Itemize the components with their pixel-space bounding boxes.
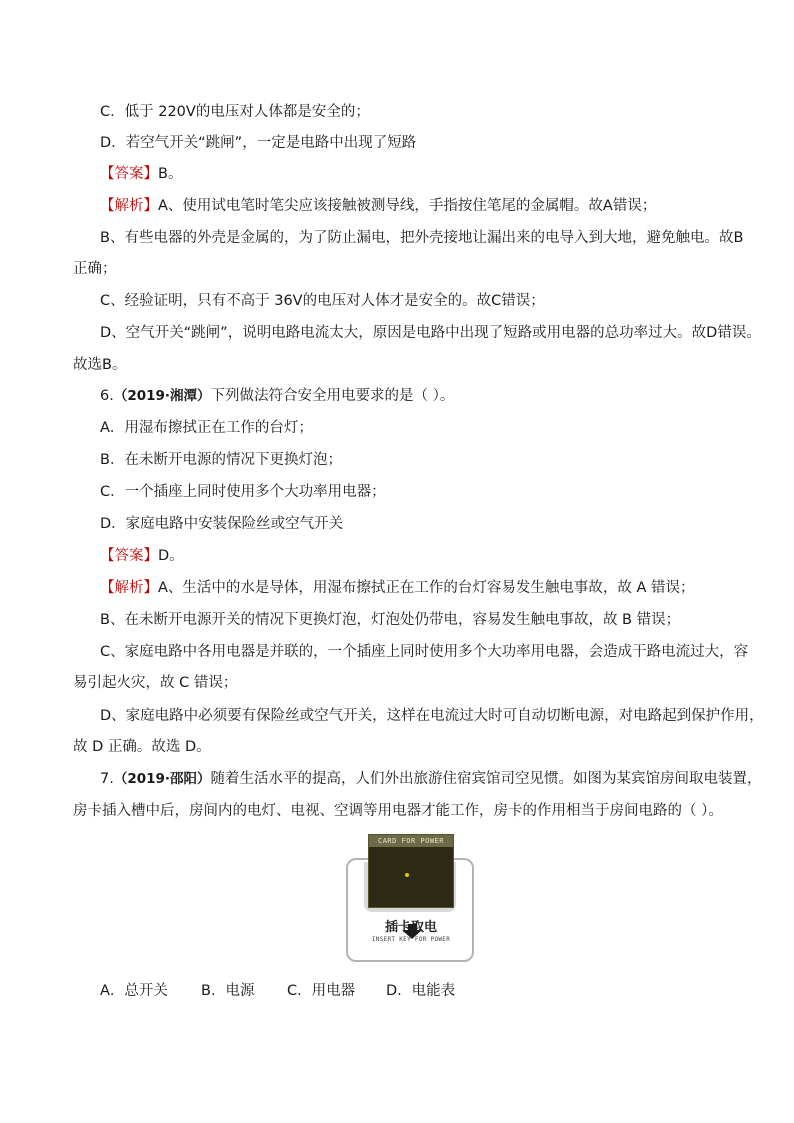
q5-analysis-b-cont: 正确；	[73, 261, 117, 277]
q5-conclusion: 故选B。	[73, 357, 127, 373]
q7-options	[100, 981, 760, 1001]
q6-analysis-d: D、家庭电路中必须要有保险丝或空气开关，这样在电流过大时可自动切断电源，对电路起到保护作用，	[100, 708, 764, 724]
question-text: 随着生活水平的提高，人们外出旅游住宿宾馆司空见惯。如图为某宾馆房间取电装置，	[210, 771, 762, 787]
question-number: 7.	[100, 771, 114, 787]
q6-option-d: D．家庭电路中安装保险丝或空气开关	[100, 516, 344, 532]
room-key-card	[368, 834, 454, 908]
q6-option-a: A．用湿布擦拭正在工作的台灯；	[100, 420, 313, 436]
figure-sublabel: INSERT KEY FOR POWER	[371, 936, 451, 943]
q5-analysis-d: D、空气开关“跳闸”，说明电路电流太大，原因是电路中出现了短路或用电器的总功率过大。故D错误。	[100, 325, 761, 341]
figure-label: 插卡取电	[384, 920, 437, 935]
q7-stem	[100, 769, 760, 789]
q6-analysis-c-cont: 易引起火灾，故 C 错误；	[73, 675, 238, 691]
q7-option-b: B．电源	[201, 983, 255, 999]
q5-analysis-a	[100, 196, 760, 216]
q6-stem	[100, 386, 760, 406]
q6-analysis-d-cont: 故 D 正确。故选 D。	[73, 739, 211, 755]
q6-option-c: C．一个插座上同时使用多个大功率用电器；	[100, 484, 386, 500]
answer-tag: 【答案】	[100, 166, 158, 182]
q6-analysis-a	[100, 578, 760, 598]
q5-option-c: C．低于 220V的电压对人体都是安全的；	[100, 104, 370, 120]
keycard-switch-figure	[344, 834, 474, 962]
q5-analysis-c: C、经验证明，只有不高于 36V的电压对人体才是安全的。故C错误；	[100, 293, 545, 309]
q7-option-d: D．电能表	[386, 983, 456, 999]
q5-answer	[100, 164, 760, 184]
answer-value: D。	[158, 548, 184, 564]
question-number: 6.	[100, 388, 114, 404]
question-source: （2019·邵阳）	[113, 771, 211, 787]
q6-answer	[100, 546, 760, 566]
q6-analysis-c: C、家庭电路中各用电器是并联的，一个插座上同时使用多个大功率用电器，会造成干路电流过大，容	[100, 644, 749, 660]
analysis-tag: 【解析】	[100, 580, 158, 596]
analysis-text: A、生活中的水是导体，用湿布擦拭正在工作的台灯容易发生触电事故，故 A 错误；	[158, 580, 695, 596]
card-text: CARD FOR POWER	[369, 835, 453, 847]
q5-option-d: D．若空气开关“跳闸”，一定是电路中出现了短路	[100, 135, 417, 151]
q7-option-c: C．用电器	[287, 983, 356, 999]
question-source: （2019·湘潭）	[113, 388, 211, 404]
analysis-text: A、使用试电笔时笔尖应该接触被测导线，手指按住笔尾的金属帽。故A错误；	[158, 198, 657, 214]
q5-analysis-b: B、有些电器的外壳是金属的，为了防止漏电，把外壳接地让漏出来的电导入到大地，避免触电。故B	[100, 230, 744, 246]
question-text: 下列做法符合安全用电要求的是（ ）。	[210, 388, 455, 404]
answer-value: B。	[158, 166, 183, 182]
q6-option-b: B．在未断开电源的情况下更换灯泡；	[100, 452, 342, 468]
q6-analysis-b: B、在未断开电源开关的情况下更换灯泡，灯泡处仍带电，容易发生触电事故，故 B 错误；	[100, 612, 681, 628]
answer-tag: 【答案】	[100, 548, 158, 564]
q7-option-a: A．总开关	[100, 983, 168, 999]
card-chip-dot	[405, 873, 409, 877]
q7-stem-cont: 房卡插入槽中后，房间内的电灯、电视、空调等用电器才能工作，房卡的作用相当于房间电路的（ ）。	[73, 803, 723, 819]
analysis-tag: 【解析】	[100, 198, 158, 214]
